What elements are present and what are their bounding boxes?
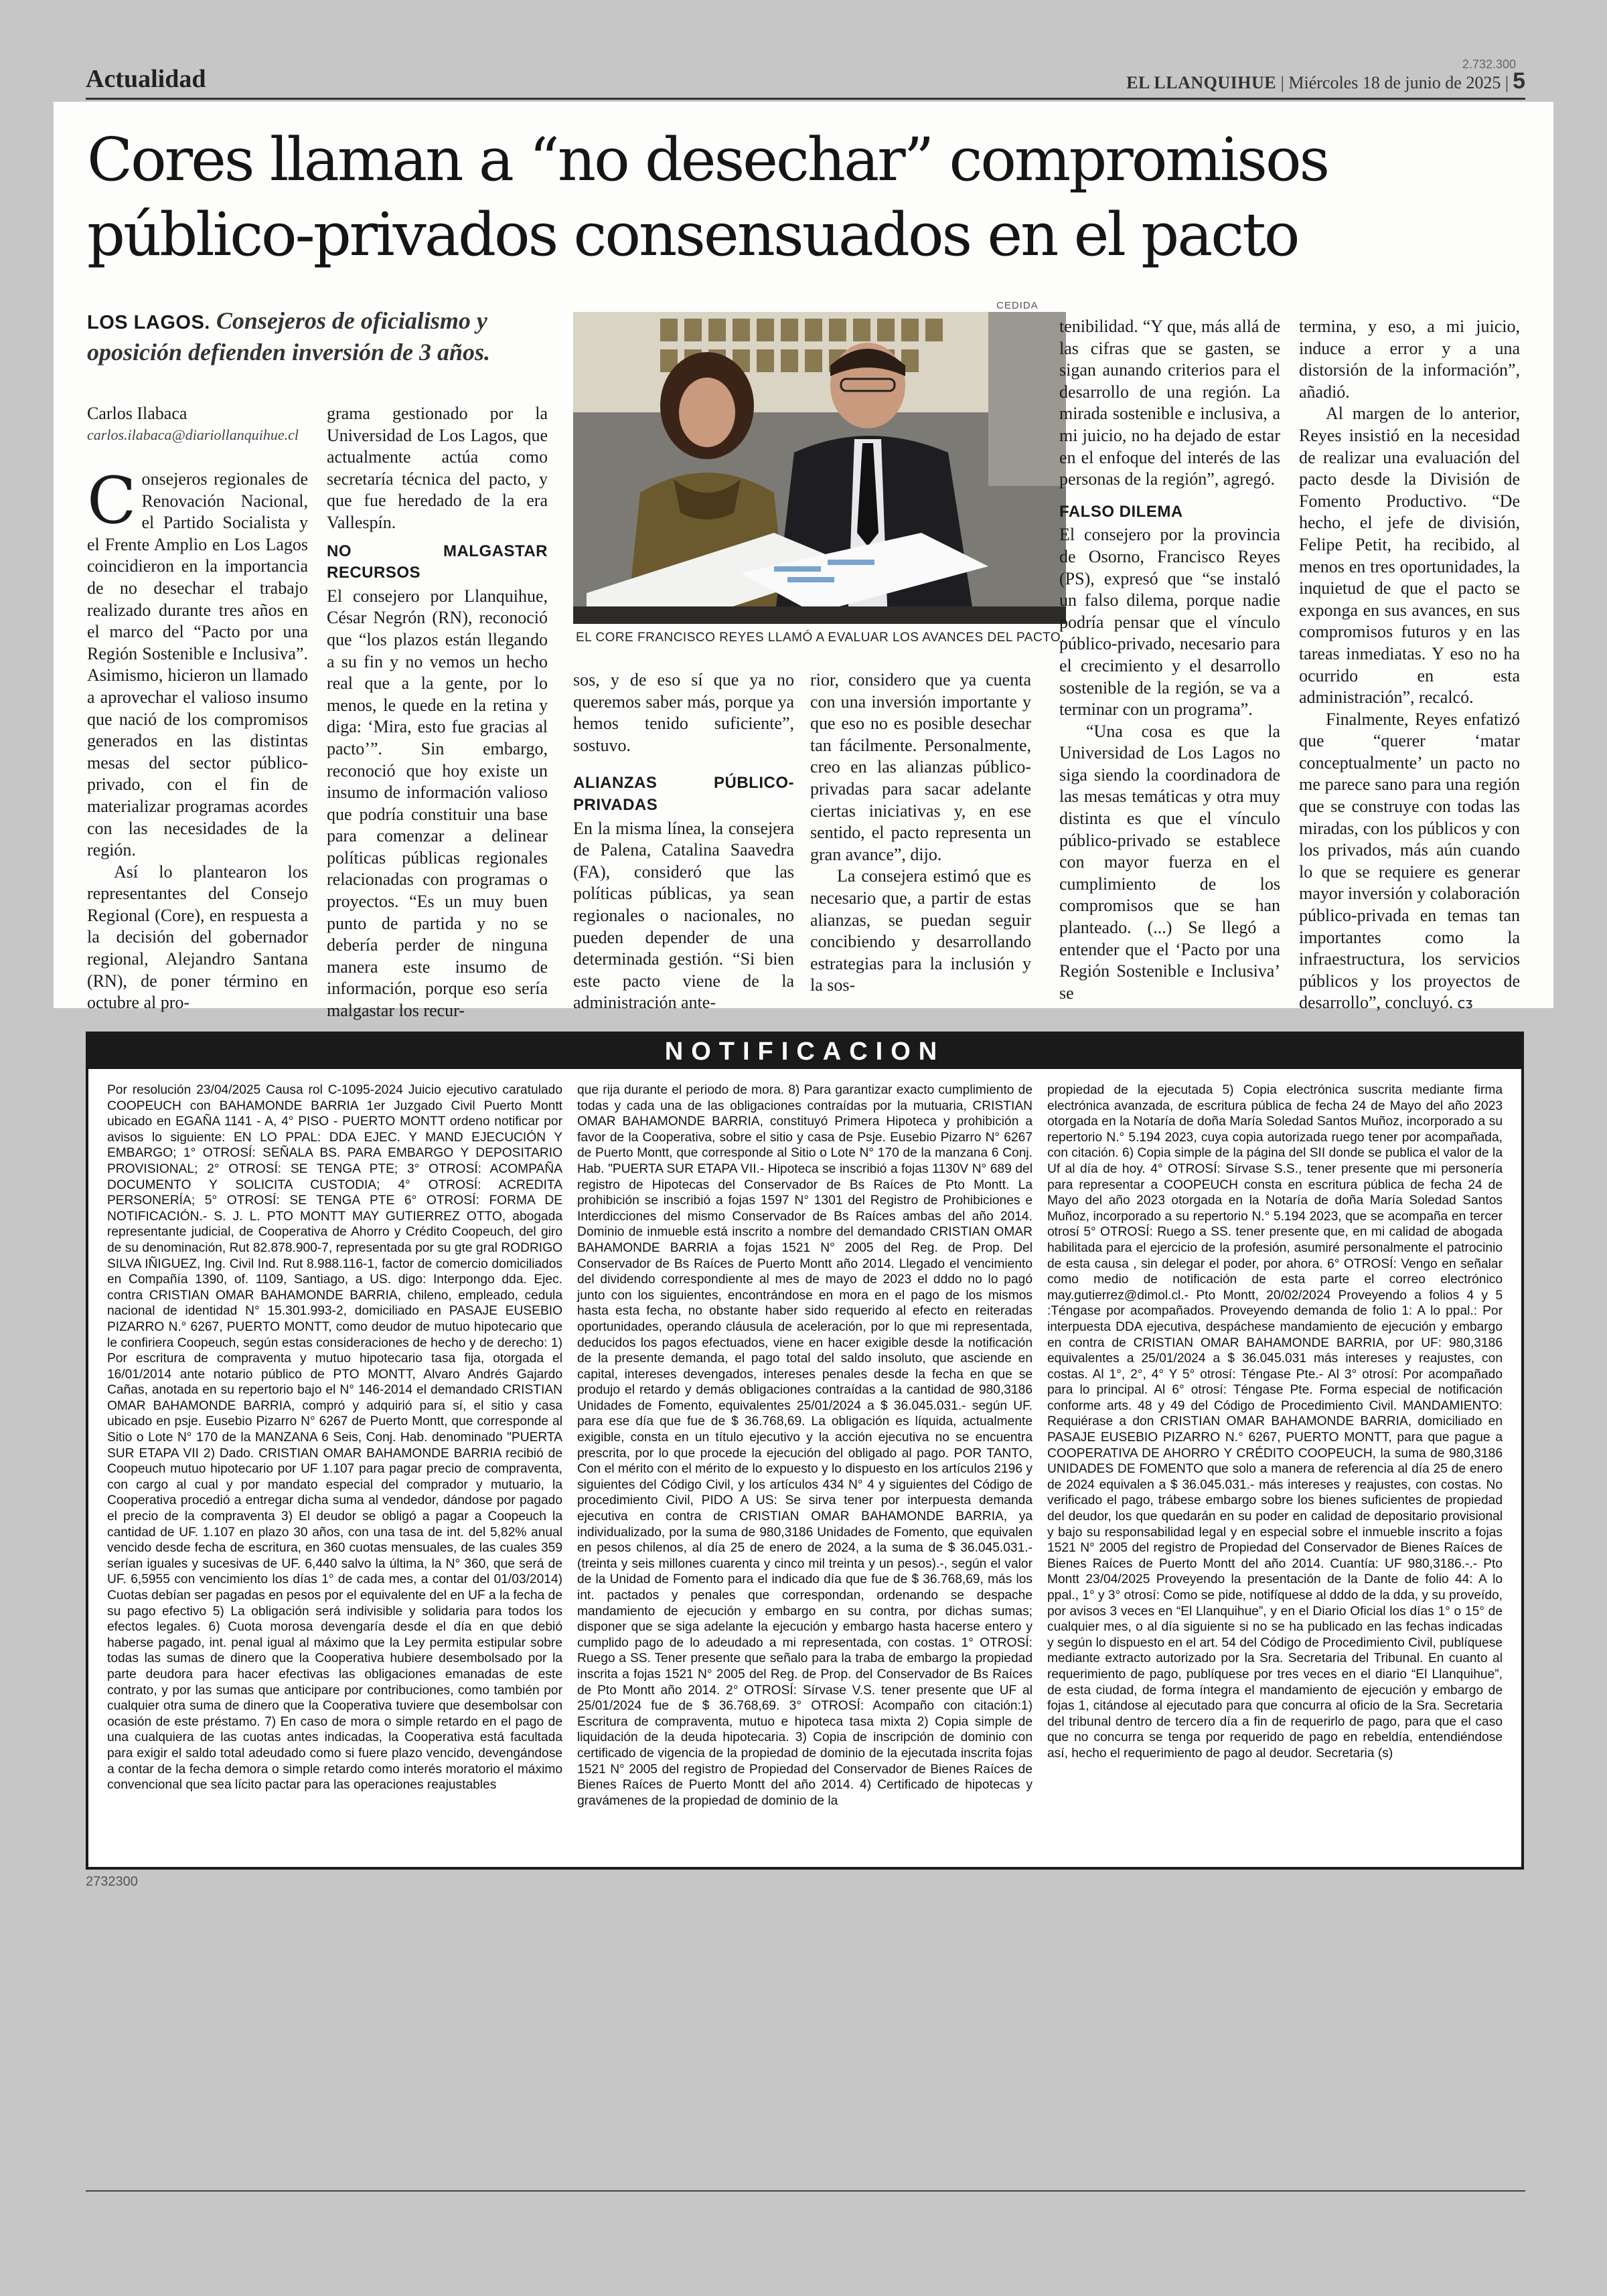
photo-caption: EL CORE FRANCISCO REYES LLAMÓ A EVALUAR LOS AVANCES DEL PACTO. bbox=[576, 631, 1065, 645]
paragraph: tenibilidad. “Y que, más allá de las cifras que se gasten, se sigan aunando criterios para el desarrollo de una región. La mirada sostenible e inclusiva, a mi juicio, no ha dejado de estar en el enfoque del interés de las personas de la región”, agregó. bbox=[1059, 317, 1280, 489]
paragraph-text: Finalmente, Reyes enfatizó que “querer ‘matar conceptualmente’ un pacto no me parece sano para una región que se construye con todas las miradas, con los públicos y con los privados, más aún cuando lo que se requiere es generar mayor inversión y colaboración público-privada en temas tan importantes como la infraestructura, los servicios públicos y los proyectos de desarrollo”, concluyó. bbox=[1299, 709, 1520, 1013]
dateline: LOS LAGOS. bbox=[87, 312, 210, 333]
page-number: 5 bbox=[1513, 68, 1525, 94]
subhead: NO MALGASTAR RECURSOS bbox=[327, 542, 548, 582]
photo-credit: CEDIDA bbox=[996, 300, 1039, 311]
notice-title: NOTIFICACION bbox=[88, 1034, 1521, 1069]
paragraph bbox=[1299, 709, 1520, 1015]
paragraph bbox=[87, 463, 308, 862]
publication-name: EL LLANQUIHUE bbox=[1126, 73, 1277, 92]
paragraph: Así lo plantearon los representantes del Consejo Regional (Core), en respuesta a la decisión del gobernador regional, Alejandro Santana (RN), de poner término en octubre al pro- bbox=[87, 862, 308, 1013]
article-headline: Cores llaman a “no desechar” compromisos público-privados consensuados en el pacto bbox=[87, 125, 1328, 269]
paragraph: La consejera estimó que es necesario que, a partir de estas alianzas, se puedan seguir concibiendo y desarrollando estrategias para la inclusión y la sos- bbox=[810, 866, 1031, 995]
paragraph: termina, y eso, a mi juicio, induce a error y a una distorsión de la información”, añadió. bbox=[1299, 317, 1520, 402]
paragraph: “Una cosa es que la Universidad de Los Lagos no siga siendo la coordinadora de las mesas temáticas y otra muy distinta es que el vínculo público-privado se establece con mayor fuerza en el cumplimiento de los compromisos que se han planteado. (...) Se llegó a entender que el ‘Pacto por una Región Sostenible e Inclusiva’ se bbox=[1059, 721, 1280, 1003]
footer-rule bbox=[86, 2190, 1525, 2192]
notice-text: Por resolución 23/04/2025 Causa rol C-1095-2024 Juicio ejecutivo caratulado COOPEUCH con BAHAMONDE BARRIA 1er Juzgado Civil Puerto Montt ubicado en EGAÑA 1141 - A, 4° PISO - PUERTO MONTT ordeno notificar por avisos lo siguiente: EN LO PPAL: DDA EJEC. Y MAND EJECUCIÓN Y EMBARGO; 1° OTROSÍ: SEÑALA BS. PARA EMBARGO Y DEPOSITARIO PROVISIONAL; 2° OTROSÍ: SE TENGA PTE; 3° OTROSÍ: ACOMPAÑA DOCUMENTO Y SOLICITA CUSTODIA; 4° OTROSÍ: ACREDITA PERSONERÍA; 5° OTROSÍ: SE TENGA PTE 6° OTROSÍ: FORMA DE NOTIFICACIÓN.- S. J. L. PTO MONTT MAY GUTIERREZ OTTO, abogada representante judicial, de Cooperativa de Ahorro y Crédito Coopeuch, del giro de su denominación, Rut 82.878.900-7, representada por su gte gral RODRIGO SILVA IÑIGUEZ, Ing. Civil Ind. Rut 8.988.116-1, factor de comercio domiciliados en Compañía 1390, of. 1109, Santiago, a US. digo: Interpongo dda. Ejec. contra CRISTIAN OMAR BAHAMONDE BARRIA, chileno, empleado, cedula nacional de identidad N° 15.301.993-2, domiciliado en PASAJE EUSEBIO PIZARRO N.° 6267, PUERTO MONTT, como deudor de mutuo hipotecario que le confiriera Coopeuch, según estas consideraciones de hecho y de derecho: 1) Por escritura de compraventa y mutuo hipotecario tasa fija, otorgada el 16/01/2014 ante notario público de PTO MONTT, Alvaro Andrés Gajardo Cañas, anotada en su repertorio bajo el N° 146-2014 el demandado CRISTIAN OMAR BAHAMONDE BARRIA, compró y adquirió para sí, el sitio y casa ubicado en psje. Eusebio Pizarro N° 6267 de Puerto Montt, que corresponde al Sitio o Lote N° 170 de la MANZANA 6 Seis, Conj. Hab. denominado "PUERTA SUR ETAPA VII 2) Dado. CRISTIAN OMAR BAHAMONDE BARRIA recibió de Coopeuch mutuo hipotecario por UF 1.107 para pagar precio de compraventa, con cargo al cual y por mandato especial del comprador y mutuario, la Cooperativa procedió a entregar dicha suma al vendedor, dándose por pagado el precio de la compraventa 3) El deudor se obligó a pagar a Coopeuch la cantidad de UF. 1.107 en plazo 30 años, con una tasa de int. del 5,82% anual vencido desde fecha de escritura, en 360 cuotas mensuales, de las cuales 359 serían iguales y sucesivas de UF. 6,440 salvo la última, la N° 360, que será de UF. 6,5955 con vencimiento los días 1° de cada mes, a contar del 01/03/2014) Cuotas debían ser pagadas en pesos por el equivalente del en UF a la fecha de su pago efectivo 5) La obligación será indivisible y solidaria para todos los efectos legales. 6) Cuota morosa devengaría desde el día en que debió haberse pagado, int. penal igual al máximo que la Ley permita estipular sobre todas las sumas de dinero que la Cooperativa hubiere desembolsado por la parte deudora para hacer efectivas las obligaciones emanadas de este contrato, y por las sumas que anticipare por contribuciones, como también por cualquier otra suma de dinero que la Cooperativa tuviere que desembolsar con ocasión de este préstamo. 7) En caso de mora o simple retardo en el pago de una cualquiera de las cuotas antes indicadas, la Cooperativa está facultada para exigir el saldo total adeudado como si fuere plazo vencido, devengándose a contar de la fecha demora o simple retardo como interés moratorio el máximo convencional que sea lícito pactar para las operaciones reajustables bbox=[107, 1083, 562, 1793]
paragraph: grama gestionado por la Universidad de Los Lagos, que actualmente actúa como secretaría técnica del pacto, y que fue heredado de la era Vallespín. bbox=[327, 404, 548, 532]
publication-code: 2.732.300 bbox=[1462, 58, 1516, 71]
paragraph-text: onsejeros regionales de Renovación Nacional, el Partido Socialista y el Frente Amplio en Los Lagos coincidieron en la importancia de no desechar el trabajo realizado durante tres años en el marco del “Pacto por una Región Sostenible e Inclusiva”. Asimismo, hicieron un llamado a aprovechar el valioso insumo que nació de los compromisos generados en las distintas mesas del sector público-privado, con el fin de materializar programas acordes con las necesidades de la región. bbox=[87, 469, 308, 860]
paragraph: Al margen de lo anterior, Reyes insistió en la necesidad de realizar una evaluación del pacto desde la División de Fomento Productivo. “De hecho, el jefe de división, Felipe Petit, ha recibido, al menos en tres oportunidades, la inquietud de que el pacto se exponga en sus avances, en sus compromisos futuros y en las tareas inmediatas. Y eso no ha ocurrido en esta administración”, recalcó. bbox=[1299, 404, 1520, 708]
publication-date: Miércoles 18 de junio de 2025 bbox=[1288, 73, 1501, 92]
article-column-4 bbox=[810, 669, 1031, 997]
paragraph: sos, y de eso sí que ya no queremos saber más, porque ya hemos tenido suficiente”, sostuvo. bbox=[573, 670, 794, 755]
subhead: ALIANZAS PÚBLICO-PRIVADAS bbox=[573, 774, 794, 814]
subhead: FALSO DILEMA bbox=[1059, 502, 1183, 521]
author-email[interactable]: carlos.ilabaca@diariollanquihue.cl bbox=[87, 426, 299, 443]
end-mark: ᴄᴣ bbox=[1457, 995, 1473, 1013]
article-column-5 bbox=[1059, 316, 1280, 1004]
page-header bbox=[86, 58, 1525, 99]
photo-image bbox=[573, 312, 1066, 624]
byline bbox=[87, 403, 341, 446]
author-name: Carlos Ilabaca bbox=[87, 404, 187, 423]
notice-column-3 bbox=[1047, 1082, 1503, 1762]
notice-code: 2732300 bbox=[86, 1874, 138, 1889]
legal-notice bbox=[86, 1032, 1524, 1870]
article-column-1 bbox=[87, 463, 308, 1014]
article-column-3 bbox=[573, 669, 794, 1014]
publication-info bbox=[1126, 68, 1525, 94]
article bbox=[54, 102, 1553, 1021]
article-column-2 bbox=[327, 403, 548, 1022]
paragraph: rior, considero que ya cuenta con una inversión importante y que eso no es posible desechar tan fácilmente. Personalmente, creo en las alianzas público-privadas para sacar adelante ciertas iniciativas y, en ese sentido, el pacto representa un gran avance”, dijo. bbox=[810, 670, 1031, 864]
article-deck: Consejeros de oficialismo y oposición defienden inversión de 3 años. bbox=[87, 307, 491, 365]
drop-cap: C bbox=[87, 463, 137, 538]
paragraph: El consejero por la provincia de Osorno, Francisco Reyes (PS), expresó que “se instaló un falso dilema, porque nadie podría pensar que el vínculo público-privado, necesario para el crecimiento y el desarrollo sostenible de la región, se va a terminar con un programa”. bbox=[1059, 525, 1280, 720]
notice-text: que rija durante el periodo de mora. 8) Para garantizar exacto cumplimiento de todas y cada una de las obligaciones contraídas por la mutuaria, CRISTIAN OMAR BAHAMONDE BARRIA, constituyó Primera Hipoteca y prohibición a favor de la Cooperativa, sobre el sitio y casa de Psje. Eusebio Pizarro N° 6267 de Puerto Montt, que corresponde al Sitio o Lote N° 170 de la manzana 6 Conj. Hab. "PUERTA SUR ETAPA VII.- Hipoteca se inscribió a fojas 1130V N° 689 del registro de Hipotecas del Conservador de Bs Raíces de Pto Montt. La prohibición se inscribió a fojas 1597 N° 1301 del Registro de Prohibiciones e Interdicciones del mismo Conservador de Bs Raíces ambas del año 2014. Dominio de inmueble está inscrito a nombre del demandado CRISTIAN OMAR BAHAMONDE BARRIA a fojas 1521 N° 2005 del Reg. de Prop. Del Conservador de Bs Raíces de Puerto Montt año 2014. Llegado el vencimiento del dividendo correspondiente al mes de mayo de 2023 el dddo no lo pagó junto con los siguientes, encontrándose en mora en el pago de los mismos hasta esta fecha, no obstante haber sido requerido al efecto en reiteradas oportunidades, operando cláusula de aceleración, por lo que mi representada, deducidos los pagos efectuados, viene en hacer exigible desde la notificación de la presente demanda, el pago total del saldo insoluto, que asciende en capital, intereses devengados, intereses penales desde la fecha en que se produjo el retardo y demás obligaciones contraídas a la cantidad de 980,3186 Unidades de Fomento, equivalentes 25/01/2024 a $ 36.045.031.- según UF. para ese día que fue de $ 36.768,69. La obligación es líquida, actualmente exigible, consta en un título ejecutivo y la acción ejecutiva no se encuentra prescrita, por lo que procede la ejecución del obligado al pago. POR TANTO, Con el mérito con el mérito de lo expuesto y lo dispuesto en los artículos 2196 y siguientes del Código Civil, y los artículos 434 N° 4 y siguientes del Código de procedimiento Civil, PIDO A US: Se sirva tener por interpuesta demanda ejecutiva en contra de CRISTIAN OMAR BAHAMONDE BARRIA, ya individualizado, por la suma de 980,3186 Unidades de Fomento, que equivalen en pesos chilenos, al día 25 de enero de 2024, a la suma de $ 36.045.031.- (treinta y seis millones cuarenta y cinco mil treinta y un pesos).-, según el valor de la Unidad de Fomento para el indicado día que fue de $ 36.768,69, más los int. pactados y penales que correspondan, ordenando se despache mandamiento de ejecución y embargo en su contra, por dichas sumas; disponer que se siga adelante la ejecución y embargo hasta hacerse entero y cumplido pago de lo adeudado a mi representada, con costas. 1° OTROSÍ: Ruego a SS. Tener presente que señalo para la traba de embargo la propiedad inscrita a fojas 1521 N° 2005 del Reg. de Prop. del Conservador de Bs Raíces de Pto Montt año 2014. 2° OTROSÍ: Sírvase V.S. tener presente que UF al 25/01/2024 fue de $ 36.768,69. 3° OTROSÍ: Acompaño con citación:1) Escritura de compraventa, mutuo e hipoteca tasa mixta 2) Copia simple de liquidación de la deuda hipotecaria. 3) Copia de inscripción de dominio con certificado de vigencia de la propiedad de dominio de la ejecutada inscrita fojas 1521 N° 2005 del registro de Propiedad del Conservador de Bienes Raíces de Bienes Raíces de Puerto Montt del año 2014. 4) Certificado de hipotecas y gravámenes de la propiedad de dominio de la bbox=[577, 1083, 1032, 1808]
separator: | bbox=[1280, 73, 1284, 92]
separator: | bbox=[1505, 73, 1509, 92]
paragraph: En la misma línea, la consejera de Palena, Catalina Saavedra (FA), consideró que las políticas públicas, ya sean regionales o nacionales, no pueden depender de una determinada gestión. “Si bien este pacto viene de la administración ante- bbox=[573, 818, 794, 1013]
notice-text: propiedad de la ejecutada 5) Copia electrónica suscrita mediante firma electrónica avanzada, de escritura pública de fecha 24 de Mayo del año 2023 otorgada en la Notaría de doña María Soledad Santos Muñoz, incorporado a su repertorio N.° 5.194 2023, cuya copia autorizada ruego tener por acompañada, con citación. 6) Copia simple de la página del SII donde se publica el valor de la Uf al día de hoy. 4° OTROSÍ: Sírvase S.S., tener presente que mi personería para representar a COOPEUCH consta en escritura pública de fecha 24 de Mayo del año 2023 otorgada en la Notaría de doña María Soledad Santos Muñoz, incorporado a su repertorio N.° 5.194 2023, que se acompaña en tercer otrosí 5° OTROSÍ: Ruego a SS. tener presente que, en mi calidad de abogada habilitada para el ejercicio de la profesión, asumiré personalmente el patrocinio de esta causa , sin delegar el poder, por ahora. 6° OTROSÍ: Vengo en señalar como medio de notificación de esta parte el correo electrónico may.gutierrez@dimol.cl.- Pto Montt, 20/02/2024 Proveyendo a folios 4 y 5 :Téngase por acompañados. Proveyendo demanda de folio 1: A lo ppal.: Por interpuesta DDA ejecutiva, despáchese mandamiento de ejecución y embargo en contra de CRISTIAN OMAR BAHAMONDE BARRIA, por UF: 980,3186 equivalentes a 25/01/2024 a $ 36.045.031 más intereses y reajustes, con costas. Al 1°, 2°, 4° Y 5° otrosí: Téngase Pte.- Al 3° otrosí: Por acompañado para lo principal. Al 6° otrosí: Téngase Pte. Forma especial de notificación conforme arts. 48 y 49 del Código de Procedimiento Civil. MANDAMIENTO: Requiérase a don CRISTIAN OMAR BAHAMONDE BARRIA, domiciliado en PASAJE EUSEBIO PIZARRO N.° 6267, PUERTO MONTT, para que pague a COOPERATIVA DE AHORRO Y CRÉDITO COOPEUCH, la suma de 980,3186 UNIDADES DE FOMENTO que solo a manera de referencia al día 25 de enero de 2024 equivalen a $ 36.045.031.- más intereses y reajustes, con costas. No verificado el pago, trábese embargo sobre los bienes suficientes de propiedad del deudor, los que quedarán en su poder en calidad de depositario provisional y bajo su responsabilidad legal y en especial sobre el inmueble inscrito a fojas 1521 N° 2005 del registro de Propiedad del Conservador de Bienes Raíces de Bienes Raíces de Puerto Montt del año 2014. Cuantía: UF 980,3186.-.- Pto Montt 23/04/2025 Proveyendo la presentación de la Dante de folio 44: A lo ppal., 1° y 3° otrosí: Como se pide, notifíquese al dddo de la dda, y su proveído, por avisos 3 veces en “El Llanquihue”, y en el Diario Oficial los días 1° o 15° de cualquier mes, o al día siguiente si no se ha publicado en las fechas indicadas y según lo dispuesto en el art. 54 del Código de Procedimiento Civil, publíquese mediante extracto autorizado por la Sra. Secretaria del Tribunal. En cuanto al requerimiento de pago, publíquese por tres veces en el diario “El Llanquihue”, de esta ciudad, de forma íntegra el mandamiento de ejecución y embargo de fojas 1, citándose al ejecutado para que concurra al oficio de la Sra. Secretaria del tribunal dentro de tercero día a fin de requerirlo de pago, para que el caso que no concurra se tenga por requerido de pago en rebeldía, entendiéndose así, hecho el requerimiento de pago al deudor. Secretaria (s) bbox=[1047, 1083, 1503, 1760]
notice-column-2 bbox=[577, 1082, 1032, 1809]
notice-column-1 bbox=[107, 1082, 562, 1793]
paragraph: El consejero por Llanquihue, César Negrón (RN), reconoció que “los plazos están llegando a su fin y no vemos un hecho real que a la gente, por lo menos, le quede en la retina y diga: ‘Mira, esto fue gracias al pacto’”. Sin embargo, reconoció que hoy existe un insumo de información valioso que podría constituir una base para comenzar a delinear políticas públicas regionales relacionadas con programas o proyectos. “Es un muy buen punto de partida y no se debería perder de ninguna manera este insumo de información, porque eso sería malgastar los recur- bbox=[327, 586, 548, 1021]
article-photo bbox=[573, 312, 1066, 624]
header-rule bbox=[86, 98, 1525, 100]
article-column-6 bbox=[1299, 316, 1520, 1015]
section-name: Actualidad bbox=[86, 65, 206, 93]
article-lead bbox=[87, 306, 569, 367]
